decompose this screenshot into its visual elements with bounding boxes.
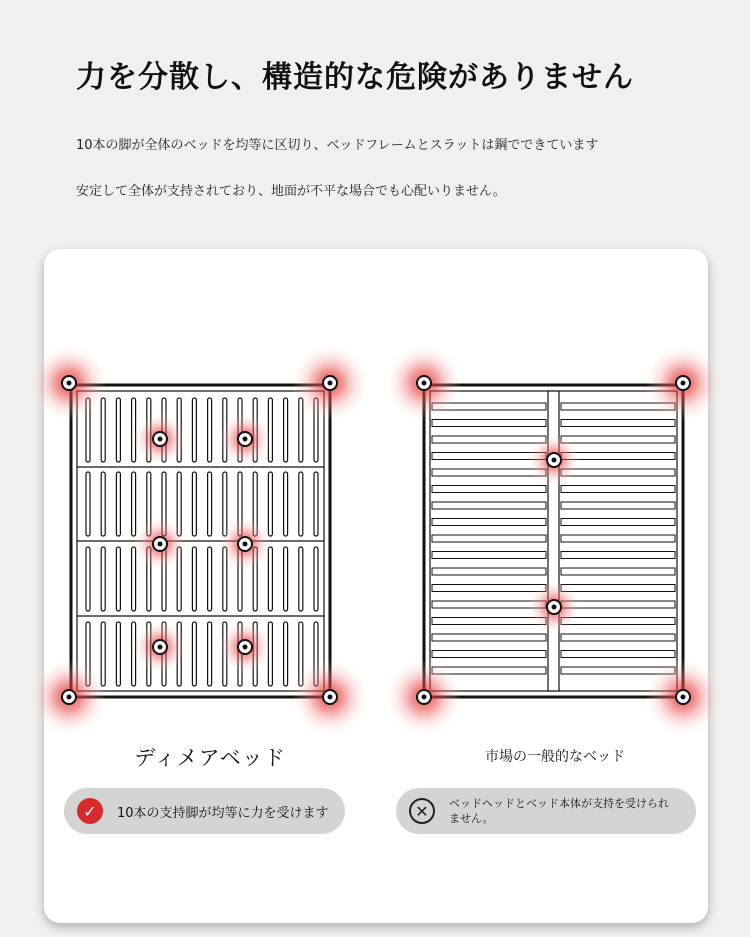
right-slat [432,420,546,427]
left-slat [284,398,288,462]
left-slat [116,472,120,536]
right-slat [432,552,546,559]
support-point-center [158,542,163,547]
dimea-bed-diagram [71,385,330,697]
left-slat [101,622,105,686]
right-slat [561,618,675,625]
right-slat [561,651,675,658]
left-slat [299,472,303,536]
left-slat [268,547,272,611]
right-slat [561,519,675,526]
support-point-center [243,542,248,547]
support-point-center [422,695,427,700]
page-headline: 力を分散し、構造的な危険がありません [76,60,634,95]
dimea-badge [64,788,345,834]
right-slat [432,519,546,526]
right-slat [432,502,546,509]
left-slat [208,622,212,686]
right-slat [561,535,675,542]
left-slat [192,547,196,611]
generic-badge [396,788,696,834]
right-slat [561,502,675,509]
right-slat [561,552,675,559]
left-slat [208,398,212,462]
right-slat [561,469,675,476]
left-slat [101,472,105,536]
description-line-2: 安定して全体が支持されており、地面が不平な場合でも心配いりません。 [76,184,506,199]
support-point-center [328,695,333,700]
right-slat [561,634,675,641]
check-icon: ✓ [77,798,103,824]
right-slat [561,568,675,575]
left-slat [101,398,105,462]
left-slat [268,472,272,536]
description-line-1: 10本の脚が全体のベッドを均等に区切り、ベッドフレームとスラットは鋼でできています [76,138,599,153]
left-slat [208,547,212,611]
support-point-center [681,695,686,700]
right-slat [432,469,546,476]
generic-bed-title: 市場の一般的なベッド [485,749,625,765]
support-point-center [67,695,72,700]
left-slat [86,472,90,536]
left-slat [192,472,196,536]
left-slat [101,547,105,611]
left-slat [132,398,136,462]
right-slat [561,585,675,592]
left-slat [284,472,288,536]
dimea-badge-text: 10本の支持脚が均等に力を受けます [117,805,329,821]
left-slat [86,547,90,611]
left-slat [192,622,196,686]
generic-badge-text: ベッドヘッドとベッド本体が支持を受けられません。 [449,797,669,825]
support-point-center [243,645,248,650]
left-slat [192,398,196,462]
left-slat [284,547,288,611]
left-slat [314,472,318,536]
support-point-center [328,381,333,386]
support-point-center [67,381,72,386]
right-slat [561,436,675,443]
right-slat [432,585,546,592]
cross-icon: ✕ [409,798,435,824]
support-point-center [552,458,557,463]
left-slat [116,398,120,462]
support-point-center [158,645,163,650]
right-slat [432,486,546,493]
support-point-center [158,437,163,442]
support-point-center [422,381,427,386]
right-slat [432,436,546,443]
left-slat [299,547,303,611]
left-slat [208,472,212,536]
left-slat [132,547,136,611]
support-point-center [243,437,248,442]
left-slat [116,622,120,686]
left-slat [284,622,288,686]
right-slat [432,535,546,542]
left-slat [116,547,120,611]
right-slat [432,568,546,575]
support-point-center [681,381,686,386]
right-slat [432,634,546,641]
right-slat [561,486,675,493]
left-slat [132,472,136,536]
generic-bed-diagram [424,385,683,697]
support-point-center [552,605,557,610]
right-slat [432,618,546,625]
left-slat [314,547,318,611]
dimea-bed-title: ディメアベッド [134,746,286,770]
right-slat [432,651,546,658]
right-slat [561,420,675,427]
